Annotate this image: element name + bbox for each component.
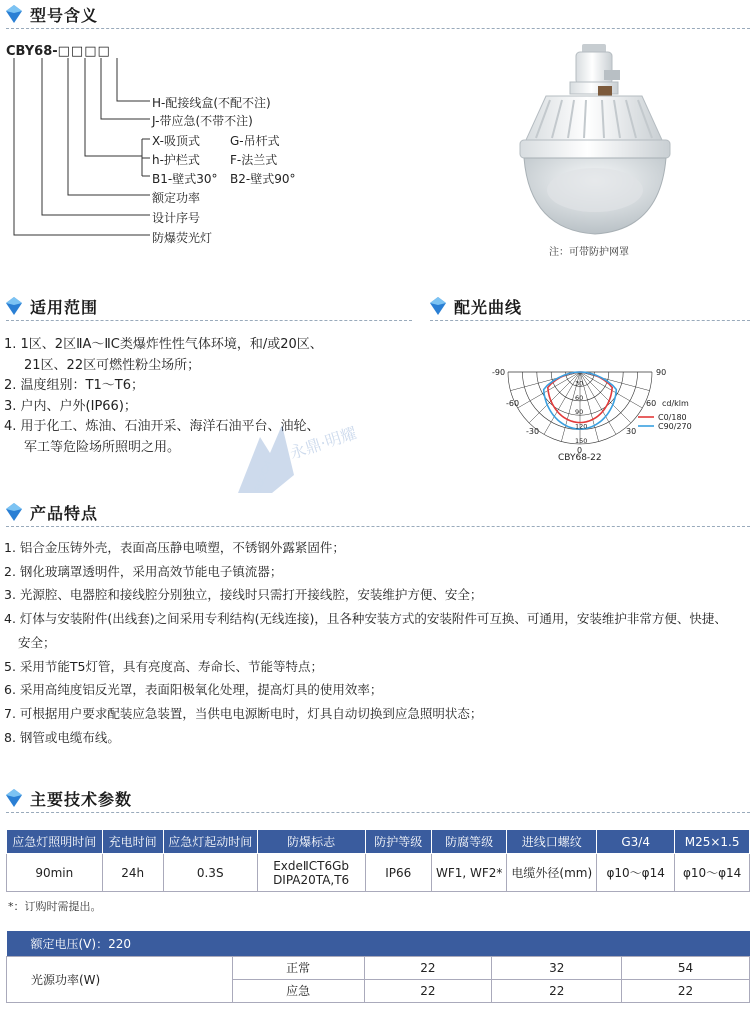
table-cell: 32 xyxy=(492,956,622,979)
list-item: 5. 采用节能T5灯管，具有亮度高、寿命长、节能等特点； xyxy=(4,658,323,674)
spec-table xyxy=(6,829,750,892)
model-label-x: X-吸顶式 xyxy=(152,134,200,148)
rated-voltage: 额定电压(V)：220 xyxy=(7,931,750,956)
divider xyxy=(430,320,750,321)
model-label-power: 额定功率 xyxy=(152,191,201,205)
angle-tick-label: -30 xyxy=(526,427,540,436)
model-label-f: F-法兰式 xyxy=(230,153,278,167)
list-item: 6. 采用高纯度铝反光罩，表面阳极氧化处理，提高灯具的使用效率； xyxy=(4,682,383,698)
section-title: 适用范围 xyxy=(30,297,99,317)
angle-tick-label: 0 xyxy=(577,446,583,455)
list-item: 军工等危险场所照明之用。 xyxy=(24,439,181,455)
svg-text:SUOCH: SUOCH xyxy=(253,460,274,495)
table-cell: 电缆外径(mm) xyxy=(507,854,597,892)
model-label-j: J-带应急(不带不注) xyxy=(152,114,253,128)
table-header-row xyxy=(7,830,750,854)
table-header: 防腐等级 xyxy=(431,830,506,854)
unit-label: cd/klm xyxy=(662,399,689,408)
radial-tick-label: 90 xyxy=(575,408,584,417)
section-curve-header xyxy=(430,294,522,318)
table-header: 应急灯起动时间 xyxy=(163,830,257,854)
table-cell: 22 xyxy=(622,979,750,1002)
table-row xyxy=(7,854,750,892)
table-cell: 24h xyxy=(102,854,163,892)
list-item: 21区、22区可燃性粉尘场所； xyxy=(24,357,201,373)
section-title: 型号含义 xyxy=(30,5,99,25)
angle-tick-label: -60 xyxy=(506,399,520,408)
list-item: 8. 钢管或电缆布线。 xyxy=(4,729,120,745)
angle-tick-label: -90 xyxy=(492,368,506,377)
svg-text:永鼎·明耀: 永鼎·明耀 xyxy=(287,423,359,463)
divider xyxy=(6,320,412,321)
explosion-mark-line1: ExdeⅡCT6Gb xyxy=(273,858,350,873)
model-code-prefix: CBY68- xyxy=(6,44,58,59)
table-header: 防护等级 xyxy=(365,830,431,854)
legend-label: C90/270 xyxy=(658,422,692,431)
table-cell: IP66 xyxy=(365,854,431,892)
section-title: 配光曲线 xyxy=(454,297,523,317)
list-item: 4. 灯体与安装附件(出线套)之间采用专利结构(无线连接)，且各种安装方式的安装附件可互换、可通用，安装维护非常方便、快捷、 xyxy=(4,611,727,627)
section-title: 主要技术参数 xyxy=(30,789,133,809)
chart-title: CBY68-22 xyxy=(558,453,602,463)
product-note: 注：可带防护网罩 xyxy=(549,247,629,258)
table-row xyxy=(7,956,750,979)
table-cell: 正常 xyxy=(232,956,364,979)
radial-tick-label: 60 xyxy=(575,393,584,402)
table-cell: φ10～φ14 xyxy=(675,854,750,892)
table-cell: 22 xyxy=(364,979,492,1002)
table-cell xyxy=(257,854,365,892)
table-cell: 0.3S xyxy=(163,854,257,892)
model-label-b2: B2-壁式90° xyxy=(230,172,296,186)
list-item: 2. 温度组别：T1～T6； xyxy=(4,378,144,393)
table-cell: 应急 xyxy=(232,979,364,1002)
divider xyxy=(6,526,750,527)
table-header: 防爆标志 xyxy=(257,830,365,854)
diamond-icon xyxy=(430,297,446,315)
model-label-b1: B1-壁式30° xyxy=(152,172,218,186)
diamond-icon xyxy=(6,503,22,521)
table-cell: φ10～φ14 xyxy=(597,854,675,892)
diamond-icon xyxy=(6,297,22,315)
model-label-h-rail: h-护栏式 xyxy=(152,153,200,167)
list-item: 3. 户内、户外(IP66)； xyxy=(4,398,137,414)
footnote: *：订购时需提出。 xyxy=(8,900,102,913)
lamp-product-image xyxy=(510,40,680,240)
section-tech-header xyxy=(6,786,132,810)
model-label-h: H-配接线盒(不配不注) xyxy=(152,96,271,110)
power-table xyxy=(6,931,750,1003)
table-cell: 22 xyxy=(364,956,492,979)
features-list xyxy=(4,536,727,749)
light-distribution-chart xyxy=(470,352,720,467)
table-header: 进线口螺纹 xyxy=(507,830,597,854)
table-header-row xyxy=(7,931,750,956)
radial-tick-label: 30 xyxy=(575,379,584,388)
list-item: 1. 铝合金压铸外壳，表面高压静电喷塑，不锈钢外露紧固件； xyxy=(4,540,345,555)
list-item: 2. 钢化玻璃罩透明件，采用高效节能电子镇流器； xyxy=(4,563,283,579)
model-code-boxes: □□□□ xyxy=(57,44,111,59)
radial-tick-label: 150 xyxy=(575,437,588,445)
diamond-icon xyxy=(6,789,22,807)
legend-label: C0/180 xyxy=(658,413,687,422)
table-header: 充电时间 xyxy=(102,830,163,854)
angle-tick-label: 90 xyxy=(656,368,667,377)
list-item: 3. 光源腔、电器腔和接线腔分别独立，接线时只需打开接线腔，安装维护方便、安全； xyxy=(4,587,483,603)
model-label-serial: 设计序号 xyxy=(152,211,201,225)
angle-tick-label: 60 xyxy=(646,399,657,408)
table-cell: 54 xyxy=(622,956,750,979)
list-item: 4. 用于化工、炼油、石油开采、海洋石油平台、油轮、 xyxy=(4,419,320,434)
section-title: 产品特点 xyxy=(30,503,99,523)
row-label: 光源功率(W) xyxy=(7,956,233,1002)
watermark-logo xyxy=(232,415,402,495)
model-label-g: G-吊杆式 xyxy=(230,134,280,148)
list-item: 7. 可根据用户要求配装应急装置，当供电电源断电时，灯具自动切换到应急照明状态； xyxy=(4,705,483,721)
table-header: G3/4 xyxy=(597,830,675,854)
table-cell: 22 xyxy=(492,979,622,1002)
explosion-mark-line2: DIPA20TA,T6 xyxy=(273,872,350,887)
divider xyxy=(6,812,750,813)
table-cell: WF1, WF2* xyxy=(431,854,506,892)
model-bracket-lines xyxy=(0,0,300,250)
section-scope-header xyxy=(6,294,98,318)
table-header: M25×1.5 xyxy=(675,830,750,854)
section-features-header xyxy=(6,500,98,524)
table-cell: 90min xyxy=(7,854,103,892)
table-header: 应急灯照明时间 xyxy=(7,830,103,854)
model-label-type: 防爆荧光灯 xyxy=(152,231,213,245)
list-item: 1. 1区、2区ⅡA～ⅡC类爆炸性性气体环境，和/或20区、 xyxy=(4,337,323,352)
list-item: 安全； xyxy=(18,634,56,650)
radial-tick-label: 120 xyxy=(575,422,588,431)
angle-tick-label: 30 xyxy=(626,427,637,436)
